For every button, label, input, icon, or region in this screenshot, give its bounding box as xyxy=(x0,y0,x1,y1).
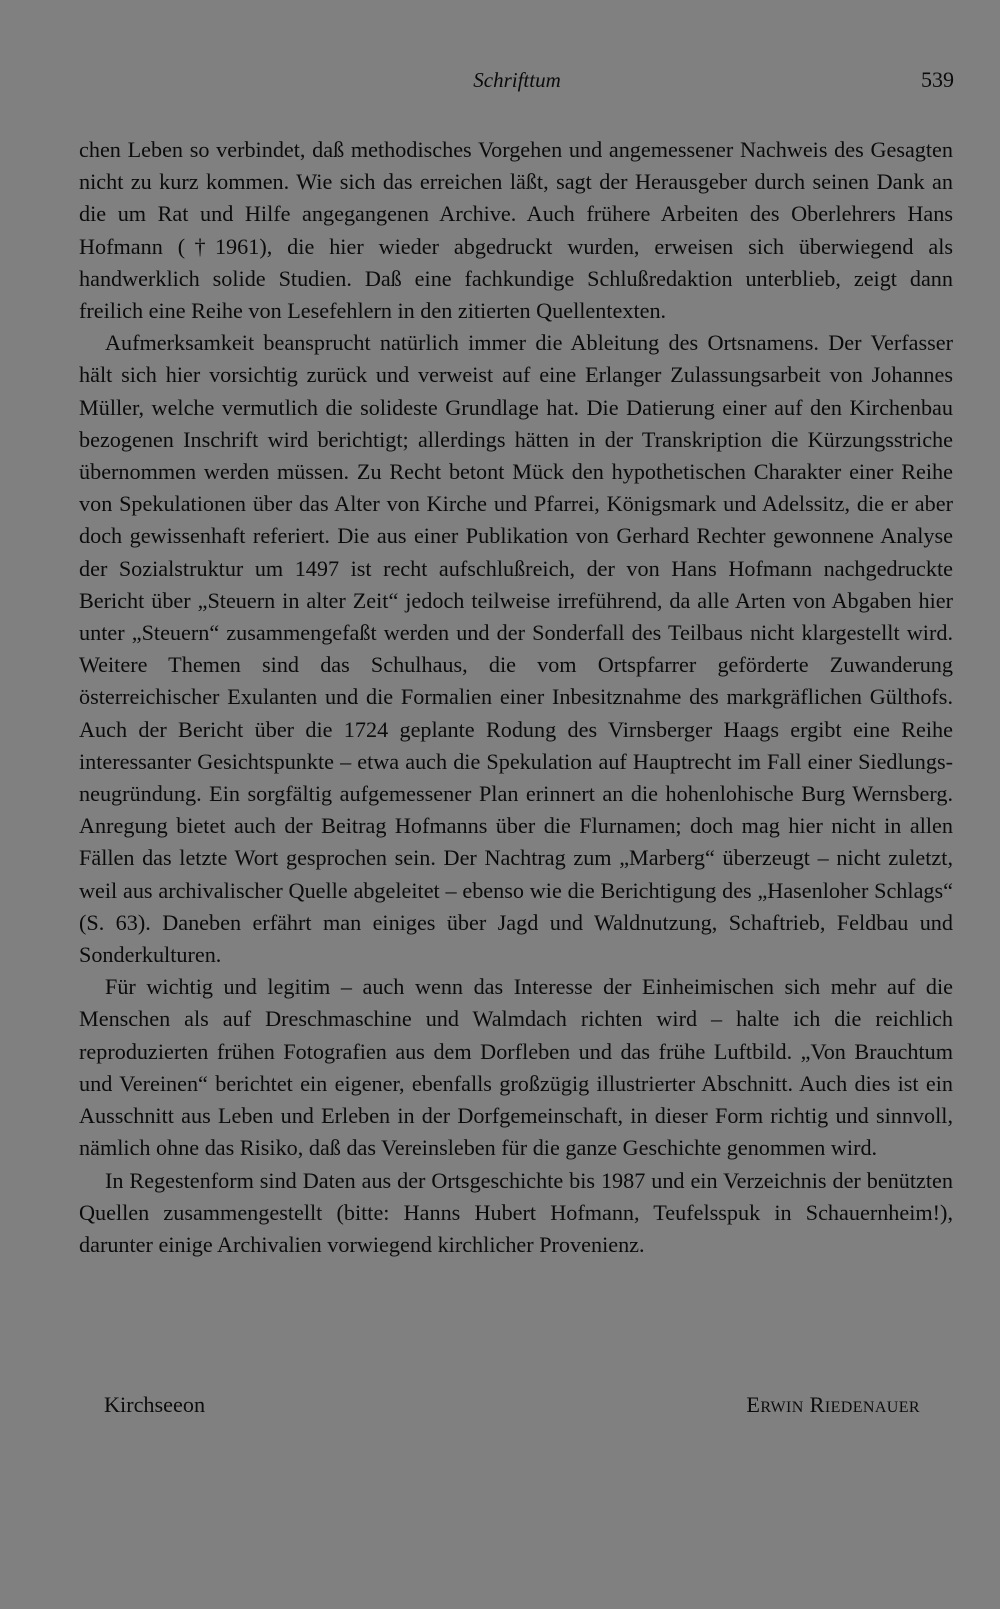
page-number: 539 xyxy=(921,67,954,92)
review-signature xyxy=(104,1389,920,1421)
paragraph-regesten: In Regestenform sind Daten aus der Ortsgeschichte bis 1987 und ein Verzeichnis der benützten Quellen zusammengestellt (bitte: Hanns Hubert Hofmann, Teufelsspuk in Schauernheim!), darunter einige Archivalien vorwiegend kirchlicher Provenienz. xyxy=(79,1167,953,1257)
running-title: Schrifttum xyxy=(473,68,561,92)
paragraph-continuation: chen Leben so verbindet, daß methodisches Vorgehen und angemessener Nachweis des Gesagten nicht zu kurz kommen. Wie sich das erreichen läßt, sagt der Herausgeber durch seinen Dank an die um Rat und Hilfe angegangenen Archive. Auch frühere Arbeiten des Oberlehrers Hans Hofmann (†1961), die hier wieder abgedruckt wurden, erweisen sich überwiegend als handwerklich solide Studien. Daß eine fachkundige Schlußredaktion unterblieb, zeigt dann freilich eine Reihe von Lesefehlern in den zitierten Quellentexten. xyxy=(79,137,953,324)
body-text xyxy=(79,134,953,1261)
signature-author: Erwin Riedenauer xyxy=(746,1392,920,1417)
running-head xyxy=(80,64,954,96)
paragraph-fotografien: Für wichtig und legitim – auch wenn das Interesse der Einheimischen sich mehr auf die Menschen als auf Dreschmaschine und Walmdach richten wird – halte ich die reichlich reproduzierten frühen Fotografien aus dem Dorfleben und das frühe Luftbild. „Von Brauchtum und Vereinen“ berichtet ein eigener, ebenfalls großzügig illustrierter Abschnitt. Auch dies ist ein Ausschnitt aus Leben und Erleben in der Dorfgemeinschaft, in dieser Form richtig und sinnvoll, nämlich ohne das Risiko, daß das Vereinsleben für die ganze Geschichte genommen wird. xyxy=(79,974,953,1161)
signature-place: Kirchseeon xyxy=(104,1392,206,1417)
paragraph-ortsname: Aufmerksamkeit beansprucht natürlich immer die Ableitung des Ortsnamens. Der Verfasser hält sich hier vorsichtig zurück und verweist auf eine Erlanger Zulassungsarbeit von Johannes Müller, welche vermutlich die solideste Grundlage hat. Die Datierung einer auf den Kirchenbau bezogenen Inschrift wird berichtigt; allerdings hätten in der Transkription die Kürzungsstriche übernommen werden müssen. Zu Recht betont Mück den hypothetischen Charakter einer Reihe von Spekulationen über das Alter von Kirche und Pfarrei, Königsmark und Adelssitz, die er aber doch gewissenhaft referiert. Die aus einer Publikation von Gerhard Rechter gewonnene Analyse der Sozialstruktur um 1497 ist recht aufschlußreich, der von Hans Hofmann nachgedruckte Bericht über „Steuern in alter Zeit“ jedoch teilweise irreführend, da alle Arten von Abgaben hier unter „Steuern“ zusammengefaßt werden und der Sonderfall des Teilbaus nicht klargestellt wird. Weitere Themen sind das Schulhaus, die vom Ortspfarrer geförderte Zuwanderung österreichischer Exulanten und die Formalien einer Inbesitznahme des markgräflichen Gülthofs. Auch der Bericht über die 1724 geplante Rodung des Virnsberger Haags ergibt eine Reihe interessanter Gesichtspunkte – etwa auch die Spekulation auf Hauptrecht im Fall einer Siedlungsneugründung. Ein sorgfältig aufgemessener Plan erinnert an die hohenlohische Burg Wernsberg. Anregung bietet auch der Beitrag Hofmanns über die Flurnamen; doch mag hier nicht in allen Fällen das letzte Wort gesprochen sein. Der Nachtrag zum „Marberg“ überzeugt – nicht zuletzt, weil aus archivalischer Quelle abgeleitet – ebenso wie die Berichtigung des „Hasenloher Schlags“ (S. 63). Daneben erfährt man einiges über Jagd und Waldnutzung, Schaftrieb, Feldbau und Sonderkulturen. xyxy=(79,330,953,968)
